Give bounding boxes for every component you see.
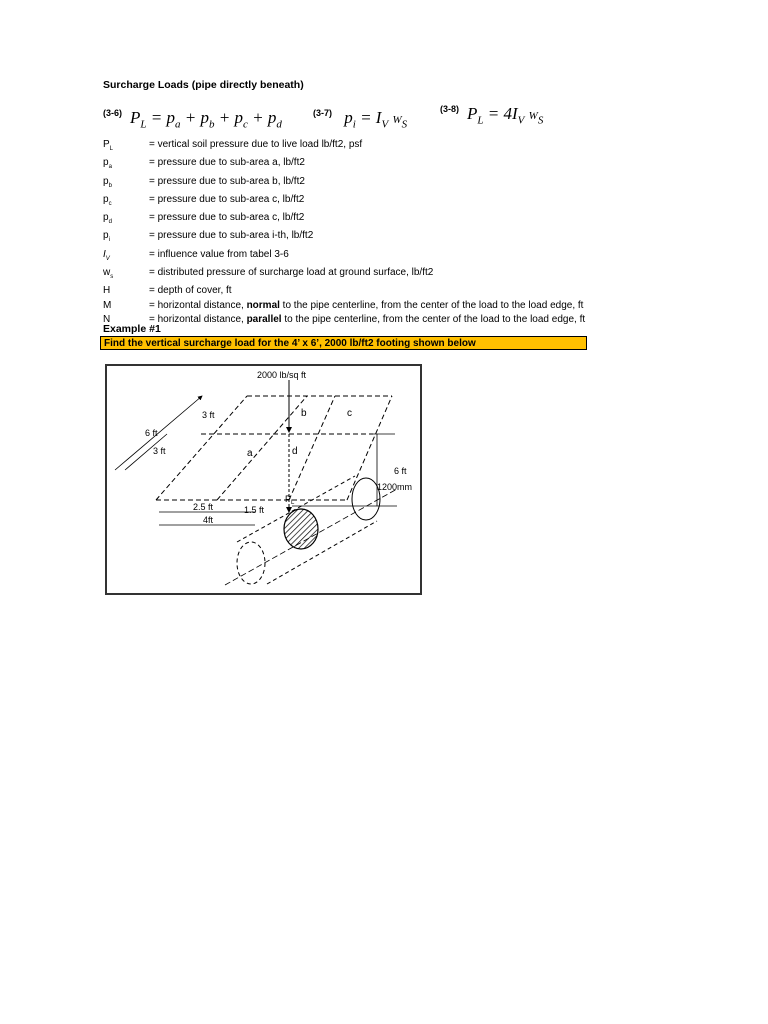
area-c-label: c xyxy=(347,408,352,419)
definition-row: $P_L$ = vertical soil pressure due to live load lb/ft2, psf xyxy=(103,139,363,152)
definition-row: $w_s$ = distributed pressure of surcharge load at ground surface, lb/ft2 xyxy=(103,267,434,281)
equation-3-7: $^{(3-7)}$ $p_i = I_V$ $W_S$ xyxy=(313,108,408,131)
area-b-label: b xyxy=(301,408,307,419)
equation-3-6: $^{(3-6)}$ $P_L = p_a + p_b + p_c + p_d$ xyxy=(103,108,282,131)
footing-outline xyxy=(156,396,392,500)
definition-row: $p_c$ = pressure due to sub-area c, lb/ft2 xyxy=(103,193,305,207)
load-label: 2000 lb/sq ft xyxy=(257,370,307,380)
dim-4ft: 4ft xyxy=(203,515,214,525)
equation-3-8: $^{(3-8)}$ $P_L = 4I_V$ $W_S$ xyxy=(440,104,544,127)
depth-label: 6 ft xyxy=(394,466,407,476)
dim-15ft: 1.5 ft xyxy=(244,505,265,515)
definition-row: $p_a$ = pressure due to sub-area a, lb/ft2 xyxy=(103,157,305,171)
definition-row: N = horizontal distance, parallel to the pipe centerline, from the center of the load to the load edge, ft xyxy=(103,313,586,325)
page-title: Surcharge Loads (pipe directly beneath) xyxy=(103,79,304,91)
pipe-section-hatched xyxy=(284,509,318,549)
surcharge-diagram xyxy=(107,366,420,593)
definition-row: $p_d$ = pressure due to sub-area c, lb/ft2 xyxy=(103,212,305,226)
definition-row: $p_i$ = pressure due to sub-area i-th, lb/ft2 xyxy=(103,230,314,244)
dim-25ft: 2.5 ft xyxy=(193,502,214,512)
definition-row: H = depth of cover, ft xyxy=(103,285,232,297)
definitions-list xyxy=(103,138,585,327)
example-heading: Example #1 xyxy=(103,323,161,335)
area-a-label: a xyxy=(247,448,253,459)
dim-3ft-top: 3 ft xyxy=(202,410,215,420)
example-prompt-banner: Find the vertical surcharge load for the 4’ x 6’, 2000 lb/ft2 footing shown below xyxy=(100,336,587,350)
definition-row: M = horizontal distance, normal to the pipe centerline, from the center of the load to the load edge, ft xyxy=(103,299,584,311)
definition-row: $I_V$ = influence value from tabel 3-6 xyxy=(103,248,289,262)
dim-6ft: 6 ft xyxy=(145,428,158,438)
dim-3ft-bottom: 3 ft xyxy=(153,446,166,456)
surcharge-figure xyxy=(105,364,422,595)
depth-metric-label: 1200mm xyxy=(377,482,413,492)
definition-row: $p_b$ = pressure due to sub-area b, lb/ft2 xyxy=(103,175,305,189)
pressure-label: $P_L$ xyxy=(285,494,295,506)
area-d-label: d xyxy=(292,446,298,457)
